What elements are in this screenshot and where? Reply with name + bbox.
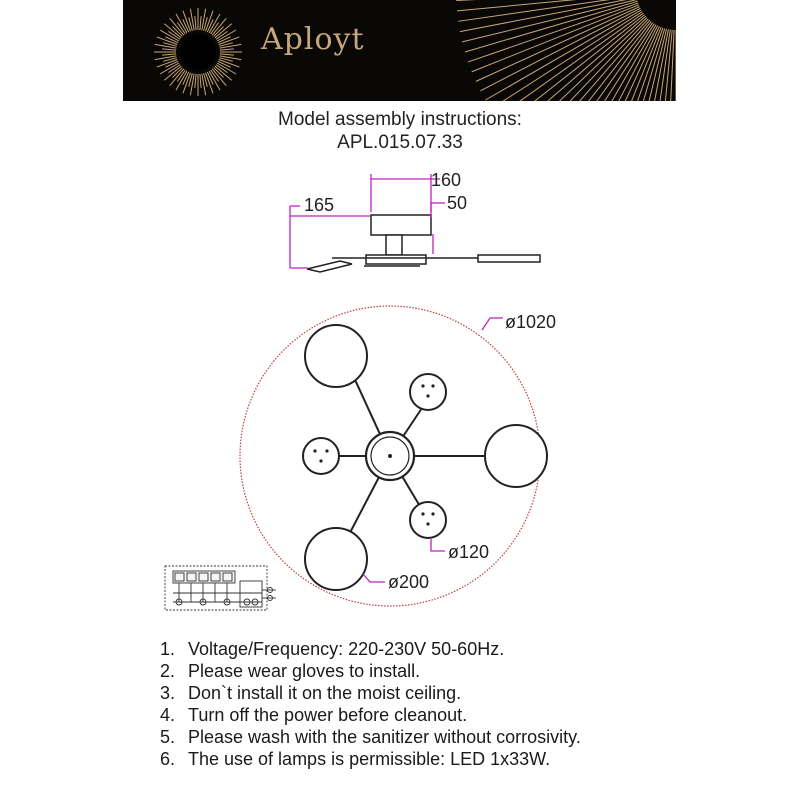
sunburst-ray: [212, 69, 226, 86]
sunburst-center: [180, 34, 216, 70]
instruction-item: [160, 660, 581, 682]
dim-200-leader: [363, 574, 385, 582]
dim-label-160: 160: [431, 170, 462, 190]
sunburst-ray: [170, 18, 184, 35]
large-shade-upper-left: [305, 325, 367, 387]
wiring-diagram: [165, 566, 276, 610]
sunburst-ray: [220, 49, 234, 50]
sunburst-ray: [200, 16, 201, 30]
hub-center-dot: [388, 454, 392, 458]
dim-label-165: 165: [304, 195, 335, 215]
instruction-item: [160, 704, 581, 726]
right-shade-side: [478, 255, 540, 262]
banner-rays-graphic: [123, 0, 676, 101]
corner-ray: [462, 0, 637, 42]
instruction-number: 1.: [160, 639, 176, 659]
instruction-number: 3.: [160, 683, 176, 703]
stem-side: [386, 235, 402, 255]
sunburst-ray: [162, 54, 176, 55]
instruction-text: Please wash with the sanitizer without corrosivity.: [188, 727, 581, 747]
large-shade-right: [485, 425, 547, 487]
instructions-list: [160, 638, 581, 770]
technical-drawing: [0, 160, 800, 630]
instruction-text: Don`t install it on the moist ceiling.: [188, 683, 462, 703]
sunburst-ray: [162, 49, 176, 50]
small-shade-upper: [410, 374, 446, 410]
dim-1020-leader: [482, 318, 503, 330]
large-shade-lower-left: [305, 528, 367, 590]
sunburst-ray: [195, 16, 196, 30]
instruction-text: Please wear gloves to install.: [188, 661, 421, 681]
top-view: [303, 325, 547, 590]
instruction-text: Voltage/Frequency: 220-230V 50-60Hz.: [188, 639, 505, 659]
document-title: Model assembly instructions:: [278, 109, 522, 130]
dim-label-200: ø200: [388, 572, 430, 592]
sunburst-ray: [215, 66, 232, 80]
instruction-number: 5.: [160, 727, 176, 747]
instruction-text: The use of lamps is permissible: LED 1x33W.: [188, 749, 551, 769]
small-shade-lower: [410, 502, 446, 538]
brand-logo-text: Aployt: [261, 22, 365, 57]
instruction-item: [160, 726, 581, 748]
instruction-item: [160, 748, 581, 770]
instruction-number: 4.: [160, 705, 176, 725]
sunburst-ray: [212, 18, 226, 35]
dim-label-50: 50: [447, 193, 468, 213]
dim-120-leader: [431, 539, 445, 551]
sunburst-ray: [164, 66, 181, 80]
instruction-number: 2.: [160, 661, 176, 681]
left-shade-side: [307, 261, 352, 272]
canopy-side: [371, 215, 431, 235]
small-shade-left: [303, 438, 339, 474]
corner-rays-decoration: [456, 0, 676, 101]
instruction-text: Turn off the power before cleanout.: [188, 705, 468, 725]
sunburst-ray: [220, 54, 234, 55]
sunburst-ray: [215, 24, 232, 38]
brand-banner: [123, 0, 676, 101]
hub-side: [366, 255, 426, 264]
model-number: APL.015.07.33: [337, 132, 463, 153]
instruction-item: [160, 638, 581, 660]
corner-ray: [476, 7, 640, 82]
terminal-block: [240, 581, 262, 607]
instruction-item: [160, 682, 581, 704]
sunburst-ray: [170, 69, 184, 86]
sunburst-ray: [195, 74, 196, 88]
sunburst-ray: [164, 24, 181, 38]
sunburst-ray: [200, 74, 201, 88]
dim-label-120: ø120: [448, 542, 490, 562]
side-view: [307, 215, 540, 272]
dim-label-1020: ø1020: [505, 312, 557, 332]
instruction-number: 6.: [160, 749, 176, 769]
